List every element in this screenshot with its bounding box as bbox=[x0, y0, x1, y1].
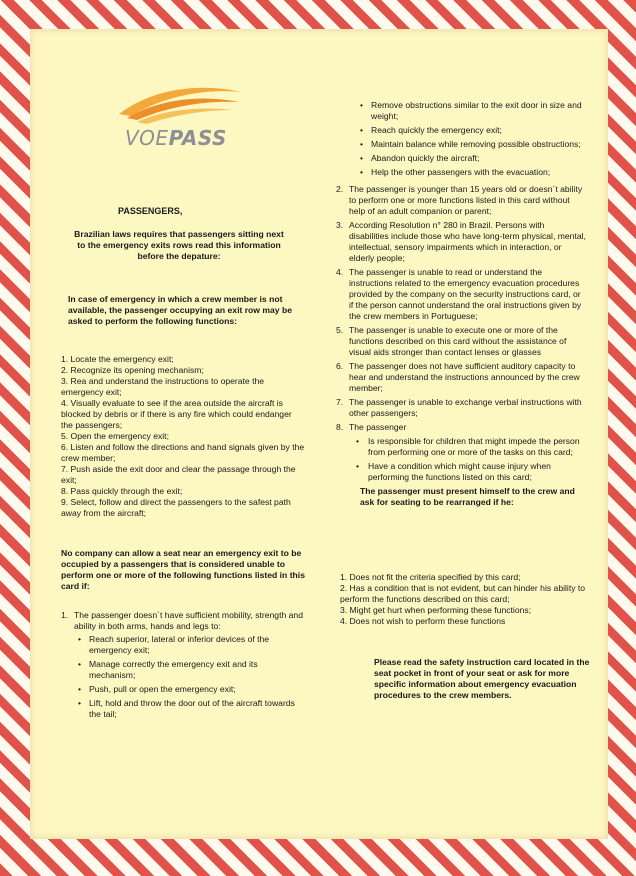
must-present-notice: The passenger must present himself to the crew and ask for seating to be rearranged if he: bbox=[360, 486, 575, 507]
mobility-bullets-continued bbox=[357, 100, 583, 181]
logo-wing-icon bbox=[91, 70, 241, 130]
condition-text: According Resolution n° 280 in Brazil. Persons with disabilities include those who have long-term physical, mental, intellectual, sensory impairments which in interaction, or elderly people; bbox=[349, 220, 586, 263]
bullet-item: • Reach quickly the emergency exit; bbox=[357, 125, 583, 136]
condition-text: The passenger is younger than 15 years old or doesn´t ability to perform one or more functions listed in this card without help of an adult companion or parent; bbox=[349, 184, 583, 216]
voepass-logo bbox=[91, 70, 241, 150]
list-item bbox=[336, 267, 586, 322]
list-item bbox=[336, 397, 586, 419]
list-item bbox=[336, 422, 586, 433]
laws-notice: Brazilian laws requires that passengers sitting next to the emergency exits rows read this information before the depature: bbox=[74, 229, 284, 261]
list-item bbox=[61, 610, 305, 632]
list-item: 2. Has a condition that is not evident, but can hinder his ability to perform the functions described on this card; bbox=[340, 583, 586, 604]
condition-number: 3. bbox=[336, 220, 344, 230]
bullet-item: • Lift, hold and throw the door out of the aircraft towards the tail; bbox=[75, 698, 305, 720]
rearrange-criteria-list bbox=[340, 572, 586, 627]
list-item bbox=[336, 184, 586, 217]
condition-1 bbox=[61, 610, 305, 723]
list-item: 5. Open the emergency exit; bbox=[61, 431, 169, 441]
list-item: 3. Rea and understand the instructions to operate the emergency exit; bbox=[61, 376, 265, 397]
bullet-item: • Reach superior, lateral or inferior devices of the emergency exit; bbox=[75, 634, 305, 656]
list-item: 4. Does not wish to perform these functions bbox=[340, 616, 506, 626]
conditions-list bbox=[336, 184, 586, 508]
page-title: PASSENGERS, bbox=[118, 206, 183, 216]
logo-pass: PASS bbox=[168, 126, 227, 150]
list-item: 7. Push aside the exit door and clear the passage through the exit; bbox=[61, 464, 296, 485]
condition-number: 8. bbox=[336, 422, 344, 432]
condition-text: The passenger is unable to execute one or more of the functions described on this card without the assistance of visual aids stronger than contact lenses or glasses bbox=[349, 325, 567, 357]
condition-number: 1. bbox=[61, 610, 69, 620]
condition-text: The passenger does not have sufficient auditory capacity to hear and understand the instructions announced by the crew member; bbox=[349, 361, 580, 393]
list-item: 3. Might get hurt when performing these functions; bbox=[340, 605, 532, 615]
bullet-item: • Maintain balance while removing possible obstructions; bbox=[357, 139, 583, 150]
safety-card-note: Please read the safety instruction card located in the seat pocket in front of your seat or ask for more specific information about emergency evacuation procedures to the crew members. bbox=[374, 657, 590, 700]
no-company-notice: No company can allow a seat near an emergency exit to be occupied by a passengers that is considered unable to perform one or more of the following functions listed in this card if: bbox=[61, 548, 305, 591]
logo-wordmark bbox=[125, 126, 227, 150]
list-item bbox=[336, 325, 586, 358]
list-item: 9. Select, follow and direct the passengers to the safest path away from the aircraft; bbox=[61, 497, 291, 518]
condition-number: 7. bbox=[336, 397, 344, 407]
bullet-item: • Remove obstructions similar to the exit door in size and weight; bbox=[357, 100, 583, 122]
list-item bbox=[336, 361, 586, 394]
condition-text: The passenger doesn´t have sufficient mobility, strength and ability in both arms, hands and legs to: bbox=[74, 610, 303, 631]
list-item: 2. Recognize its opening mechanism; bbox=[61, 365, 204, 375]
bullet-item: • Have a condition which might cause injury when performing the functions listed on this card; bbox=[346, 461, 586, 483]
list-item bbox=[336, 220, 586, 264]
condition-text: The passenger is unable to read or understand the instructions related to the emergency evacuation procedures provided by the company on the security instructions card, or if the person cannot understand the oral instructions given by the crew members in Portuguese; bbox=[349, 267, 582, 321]
condition-8-bullets bbox=[346, 436, 586, 483]
list-item: 1. Locate the emergency exit; bbox=[61, 354, 174, 364]
bullet-item: • Is responsible for children that might impede the person from performing one or more of the tasks on this card; bbox=[346, 436, 586, 458]
condition-number: 6. bbox=[336, 361, 344, 371]
list-item: 8. Pass quickly through the exit; bbox=[61, 486, 183, 496]
condition-number: 4. bbox=[336, 267, 344, 277]
condition-text: The passenger bbox=[349, 422, 407, 432]
logo-voe: VOE bbox=[125, 126, 169, 150]
bullet-item: • Help the other passengers with the evacuation; bbox=[357, 167, 583, 178]
bullet-item: • Abandon quickly the aircraft; bbox=[357, 153, 583, 164]
condition-text: The passenger is unable to exchange verbal instructions with other passengers; bbox=[349, 397, 582, 418]
bullet-item: • Manage correctly the emergency exit and its mechanism; bbox=[75, 659, 305, 681]
mobility-bullets bbox=[75, 634, 305, 720]
list-item: 1. Does not fit the criteria specified by this card; bbox=[340, 572, 521, 582]
functions-list bbox=[61, 354, 305, 519]
condition-number: 2. bbox=[336, 184, 344, 194]
bullet-item: • Push, pull or open the emergency exit; bbox=[75, 684, 305, 695]
condition-number: 5. bbox=[336, 325, 344, 335]
list-item: 6. Listen and follow the directions and hand signals given by the crew member; bbox=[61, 442, 305, 463]
emergency-intro: In case of emergency in which a crew member is not available, the passenger occupying an exit row may be asked to perform the following functions: bbox=[68, 294, 292, 326]
list-item: 4. Visually evaluate to see if the area outside the aircraft is blocked by debris or if there is any fire which could endanger the passengers; bbox=[61, 398, 292, 430]
